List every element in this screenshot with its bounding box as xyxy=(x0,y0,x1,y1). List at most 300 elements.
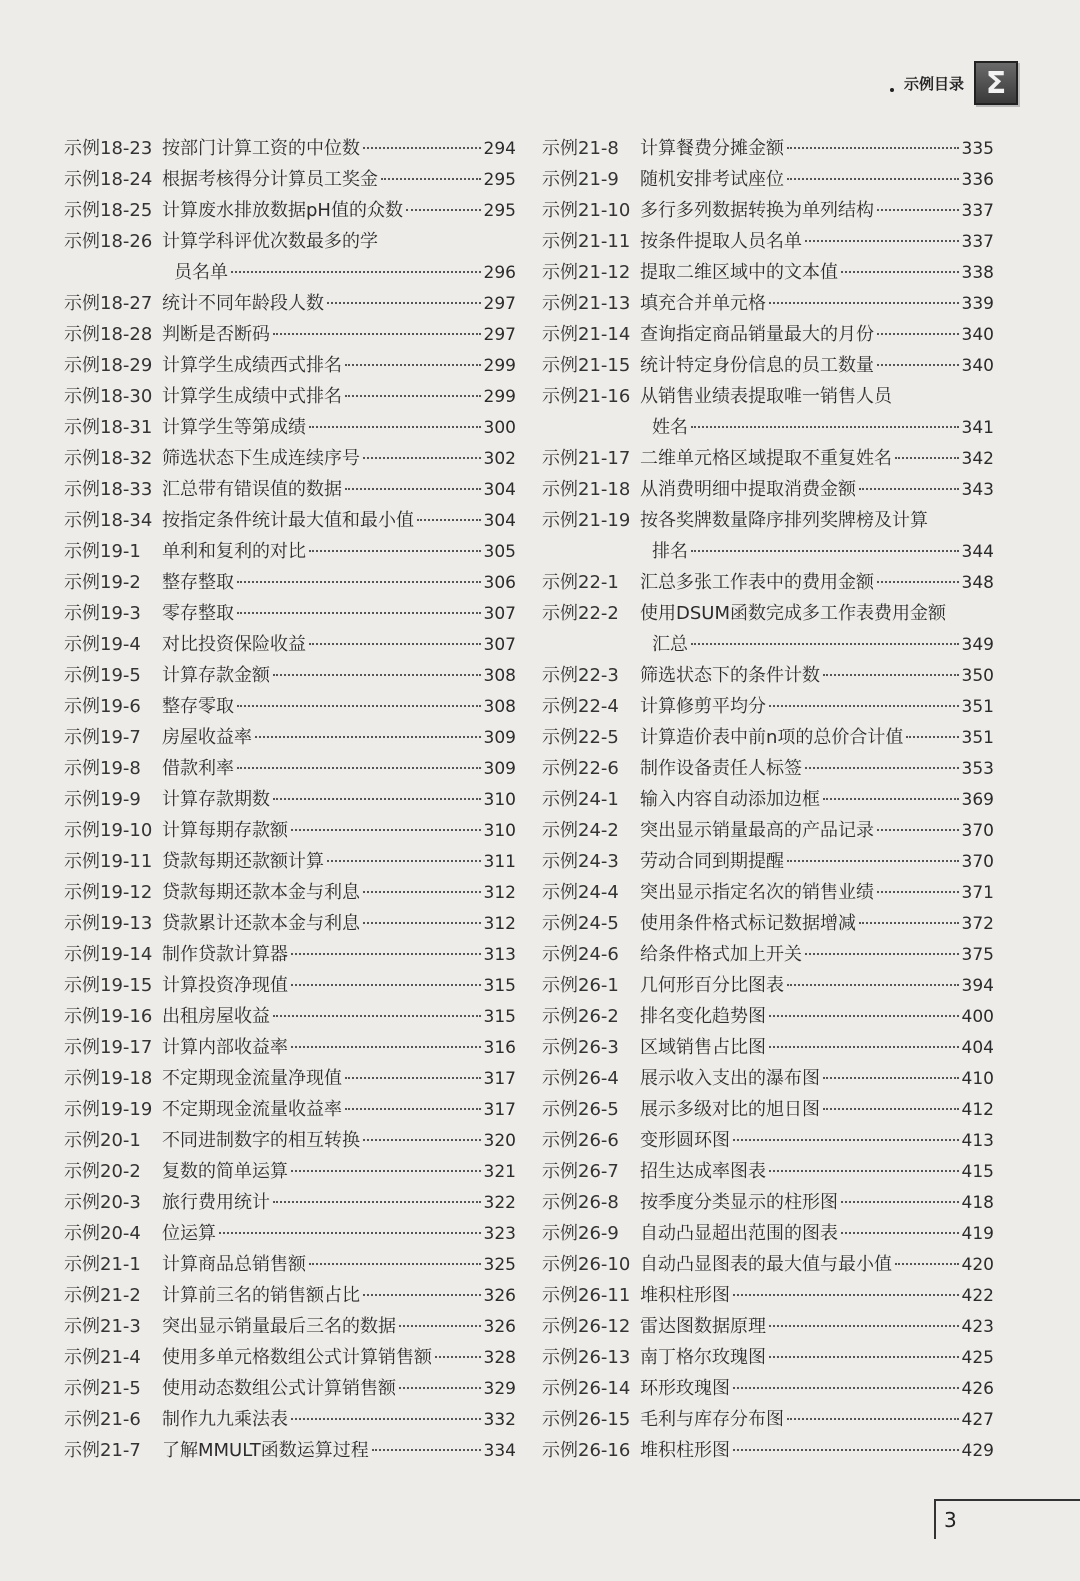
example-number: 示例18-28 xyxy=(64,324,153,345)
toc-entry xyxy=(542,598,994,660)
page-ref: 426 xyxy=(961,1379,994,1399)
page-ref: 336 xyxy=(961,170,994,190)
example-number: 示例21-11 xyxy=(542,231,631,252)
toc-entry xyxy=(542,722,994,753)
example-title: 制作贷款计算器 xyxy=(162,944,288,965)
example-title: 不定期现金流量净现值 xyxy=(162,1068,342,1089)
example-number: 示例19-13 xyxy=(64,913,153,934)
example-number: 示例21-16 xyxy=(542,386,631,407)
example-number: 示例19-8 xyxy=(64,758,141,779)
example-number: 示例21-3 xyxy=(64,1316,141,1337)
example-number: 示例18-26 xyxy=(64,231,153,252)
example-number: 示例24-1 xyxy=(542,789,619,810)
leader-dots xyxy=(291,1170,481,1172)
toc-entry xyxy=(64,226,516,288)
example-number: 示例26-2 xyxy=(542,1006,619,1027)
page-ref: 326 xyxy=(483,1286,516,1306)
page-ref: 340 xyxy=(961,325,994,345)
example-title: 计算前三名的销售额占比 xyxy=(162,1285,360,1306)
page-ref: 410 xyxy=(961,1069,994,1089)
example-title: 自动凸显图表的最大值与最小值 xyxy=(640,1254,892,1275)
example-title: 贷款每期还款额计算 xyxy=(162,851,324,872)
page-ref: 344 xyxy=(961,542,994,562)
toc-entry xyxy=(64,877,516,908)
example-title: 出租房屋收益 xyxy=(162,1006,270,1027)
example-number: 示例19-19 xyxy=(64,1099,153,1120)
page-ref: 326 xyxy=(483,1317,516,1337)
example-title: 从消费明细中提取消费金额 xyxy=(640,479,856,500)
leader-dots xyxy=(291,953,481,955)
example-number: 示例22-5 xyxy=(542,727,619,748)
example-number: 示例18-27 xyxy=(64,293,153,314)
example-number: 示例21-5 xyxy=(64,1378,141,1399)
example-title: 筛选状态下的条件计数 xyxy=(640,665,820,686)
page-ref: 348 xyxy=(961,573,994,593)
leader-dots xyxy=(877,209,959,211)
page-ref: 335 xyxy=(961,139,994,159)
toc-entry xyxy=(64,1187,516,1218)
example-number: 示例21-6 xyxy=(64,1409,141,1430)
toc-entry xyxy=(64,908,516,939)
example-number: 示例26-9 xyxy=(542,1223,619,1244)
example-number: 示例24-5 xyxy=(542,913,619,934)
example-title: 排名变化趋势图 xyxy=(640,1006,766,1027)
page-ref: 316 xyxy=(483,1038,516,1058)
toc-entry xyxy=(64,536,516,567)
example-title: 判断是否断码 xyxy=(162,324,270,345)
page-ref: 400 xyxy=(961,1007,994,1027)
example-title: 单利和复利的对比 xyxy=(162,541,306,562)
example-title: 几何形百分比图表 xyxy=(640,975,784,996)
toc-entry xyxy=(542,319,994,350)
toc-entry xyxy=(64,1001,516,1032)
toc-entry xyxy=(64,784,516,815)
example-number: 示例18-32 xyxy=(64,448,153,469)
page-ref: 315 xyxy=(483,976,516,996)
example-title: 旅行费用统计 xyxy=(162,1192,270,1213)
page-ref: 353 xyxy=(961,759,994,779)
page-ref: 419 xyxy=(961,1224,994,1244)
example-title: 使用多单元格数组公式计算销售额 xyxy=(162,1347,432,1368)
example-number: 示例21-10 xyxy=(542,200,631,221)
leader-dots xyxy=(363,922,481,924)
leader-dots xyxy=(906,736,958,738)
leader-dots xyxy=(823,674,959,676)
toc-entry xyxy=(64,660,516,691)
example-number: 示例18-24 xyxy=(64,169,153,190)
toc-entry xyxy=(542,195,994,226)
example-title: 计算商品总销售额 xyxy=(162,1254,306,1275)
toc-entry xyxy=(542,1001,994,1032)
example-title: 突出显示指定名次的销售业绩 xyxy=(640,882,874,903)
toc-entry xyxy=(542,1280,994,1311)
example-title: 区域销售占比图 xyxy=(640,1037,766,1058)
leader-dots xyxy=(399,1325,481,1327)
page-ref: 321 xyxy=(483,1162,516,1182)
example-number: 示例24-3 xyxy=(542,851,619,872)
example-title: 计算学生等第成绩 xyxy=(162,417,306,438)
toc-entry xyxy=(64,443,516,474)
example-title: 输入内容自动添加边框 xyxy=(640,789,820,810)
page-ref: 322 xyxy=(483,1193,516,1213)
example-number: 示例26-4 xyxy=(542,1068,619,1089)
page-ref: 307 xyxy=(483,604,516,624)
example-title: 招生达成率图表 xyxy=(640,1161,766,1182)
page-ref: 351 xyxy=(961,697,994,717)
page-ref: 325 xyxy=(483,1255,516,1275)
page-ref: 305 xyxy=(483,542,516,562)
page-ref: 300 xyxy=(483,418,516,438)
page-ref: 299 xyxy=(483,387,516,407)
toc-entry xyxy=(64,505,516,536)
page-ref: 310 xyxy=(483,821,516,841)
example-title: 按各奖牌数量降序排列奖牌榜及计算 xyxy=(640,510,928,531)
toc-entry xyxy=(64,1218,516,1249)
leader-dots xyxy=(273,1015,481,1017)
leader-dots xyxy=(273,1201,481,1203)
example-number: 示例20-3 xyxy=(64,1192,141,1213)
footer-rule-vertical xyxy=(934,1499,936,1539)
example-title: 整存整取 xyxy=(162,572,234,593)
example-title: 劳动合同到期提醒 xyxy=(640,851,784,872)
toc-entry xyxy=(64,412,516,443)
example-number: 示例26-1 xyxy=(542,975,619,996)
leader-dots xyxy=(219,1232,481,1234)
leader-dots xyxy=(787,1418,959,1420)
example-number: 示例19-3 xyxy=(64,603,141,624)
page-ref: 420 xyxy=(961,1255,994,1275)
example-number: 示例19-11 xyxy=(64,851,153,872)
leader-dots xyxy=(877,333,959,335)
footer-rule xyxy=(934,1499,1080,1501)
example-number: 示例19-9 xyxy=(64,789,141,810)
example-title: 毛利与库存分布图 xyxy=(640,1409,784,1430)
page-ref: 317 xyxy=(483,1100,516,1120)
toc-entry xyxy=(542,1094,994,1125)
leader-dots xyxy=(787,178,959,180)
toc-entry xyxy=(542,1187,994,1218)
toc-column-right xyxy=(542,133,994,1466)
page-ref: 317 xyxy=(483,1069,516,1089)
example-number: 示例26-5 xyxy=(542,1099,619,1120)
page-ref: 334 xyxy=(483,1441,516,1461)
page-ref: 349 xyxy=(961,635,994,655)
example-number: 示例26-3 xyxy=(542,1037,619,1058)
bullet-dot xyxy=(890,88,894,92)
leader-dots xyxy=(363,891,481,893)
toc-entry xyxy=(64,1125,516,1156)
page-ref: 315 xyxy=(483,1007,516,1027)
example-title: 按季度分类显示的柱形图 xyxy=(640,1192,838,1213)
page-ref: 296 xyxy=(483,263,516,283)
example-title: 整存零取 xyxy=(162,696,234,717)
example-title: 不同进制数字的相互转换 xyxy=(162,1130,360,1151)
example-number: 示例20-1 xyxy=(64,1130,141,1151)
toc-entry xyxy=(542,970,994,1001)
toc-entry xyxy=(542,226,994,257)
example-number: 示例19-18 xyxy=(64,1068,153,1089)
example-title: 突出显示销量最高的产品记录 xyxy=(640,820,874,841)
toc-entry xyxy=(64,1280,516,1311)
page-ref: 375 xyxy=(961,945,994,965)
leader-dots xyxy=(309,643,481,645)
leader-dots xyxy=(787,984,959,986)
leader-dots xyxy=(823,798,959,800)
toc-entry xyxy=(542,257,994,288)
toc-entry xyxy=(64,567,516,598)
page-ref: 412 xyxy=(961,1100,994,1120)
toc-entry xyxy=(542,350,994,381)
example-title: 堆积柱形图 xyxy=(640,1440,730,1461)
example-number: 示例21-9 xyxy=(542,169,619,190)
page-ref: 294 xyxy=(483,139,516,159)
example-title: 自动凸显超出范围的图表 xyxy=(640,1223,838,1244)
example-title: 计算投资净现值 xyxy=(162,975,288,996)
example-number: 示例19-4 xyxy=(64,634,141,655)
page-number: 3 xyxy=(944,1508,957,1532)
leader-dots xyxy=(859,922,959,924)
leader-dots xyxy=(406,209,481,211)
page-ref: 329 xyxy=(483,1379,516,1399)
leader-dots xyxy=(273,674,481,676)
example-number: 示例19-17 xyxy=(64,1037,153,1058)
toc-entry xyxy=(64,288,516,319)
section-title: 示例目录 xyxy=(903,74,964,93)
example-title-continued: 姓名 xyxy=(652,417,688,438)
leader-dots xyxy=(787,860,959,862)
toc-entry xyxy=(64,1156,516,1187)
toc-entry xyxy=(542,1373,994,1404)
example-number: 示例26-8 xyxy=(542,1192,619,1213)
page-ref: 413 xyxy=(961,1131,994,1151)
page-ref: 425 xyxy=(961,1348,994,1368)
page-ref: 371 xyxy=(961,883,994,903)
example-number: 示例21-7 xyxy=(64,1440,141,1461)
example-number: 示例21-4 xyxy=(64,1347,141,1368)
leader-dots xyxy=(273,333,481,335)
leader-dots xyxy=(237,705,481,707)
page-ref: 337 xyxy=(961,232,994,252)
toc-entry xyxy=(542,474,994,505)
leader-dots xyxy=(805,953,959,955)
toc-entry xyxy=(64,1032,516,1063)
toc-entry xyxy=(542,1342,994,1373)
example-title: 根据考核得分计算员工奖金 xyxy=(162,169,378,190)
leader-dots xyxy=(255,736,481,738)
toc-entry xyxy=(64,1435,516,1466)
toc-entry xyxy=(64,195,516,226)
leader-dots xyxy=(823,1108,959,1110)
example-number: 示例26-16 xyxy=(542,1440,631,1461)
example-number: 示例19-14 xyxy=(64,944,153,965)
example-title: 南丁格尔玫瑰图 xyxy=(640,1347,766,1368)
example-number: 示例21-8 xyxy=(542,138,619,159)
page-ref: 295 xyxy=(483,170,516,190)
leader-dots xyxy=(841,1201,959,1203)
toc-entry xyxy=(64,1404,516,1435)
page-ref: 338 xyxy=(961,263,994,283)
page-ref: 304 xyxy=(483,511,516,531)
toc-entry xyxy=(542,567,994,598)
example-number: 示例22-3 xyxy=(542,665,619,686)
example-number: 示例24-4 xyxy=(542,882,619,903)
example-number: 示例21-15 xyxy=(542,355,631,376)
leader-dots xyxy=(877,364,959,366)
leader-dots xyxy=(363,1294,481,1296)
leader-dots xyxy=(877,581,959,583)
page-ref: 313 xyxy=(483,945,516,965)
example-title: 计算每期存款额 xyxy=(162,820,288,841)
toc-entry xyxy=(64,350,516,381)
leader-dots xyxy=(327,860,481,862)
example-title-continued: 排名 xyxy=(652,541,688,562)
example-number: 示例19-15 xyxy=(64,975,153,996)
example-number: 示例19-12 xyxy=(64,882,153,903)
leader-dots xyxy=(805,767,959,769)
toc-entry xyxy=(542,753,994,784)
toc-entry xyxy=(542,1063,994,1094)
page-ref: 370 xyxy=(961,821,994,841)
page-ref: 423 xyxy=(961,1317,994,1337)
leader-dots xyxy=(877,891,959,893)
example-number: 示例20-4 xyxy=(64,1223,141,1244)
toc-entry xyxy=(542,505,994,567)
toc-entry xyxy=(542,133,994,164)
page-ref: 427 xyxy=(961,1410,994,1430)
example-number: 示例18-23 xyxy=(64,138,153,159)
toc-entry xyxy=(542,164,994,195)
leader-dots xyxy=(381,178,481,180)
example-title: 计算造价表中前n项的总价合计值 xyxy=(640,727,904,748)
leader-dots xyxy=(859,488,959,490)
toc-entry xyxy=(64,939,516,970)
page-ref: 307 xyxy=(483,635,516,655)
leader-dots xyxy=(345,488,481,490)
toc-entry xyxy=(542,1125,994,1156)
leader-dots xyxy=(291,984,481,986)
page-ref: 308 xyxy=(483,666,516,686)
leader-dots xyxy=(841,1232,959,1234)
leader-dots xyxy=(895,457,959,459)
example-title: 制作设备责任人标签 xyxy=(640,758,802,779)
leader-dots xyxy=(417,519,481,521)
leader-dots xyxy=(363,1139,481,1141)
example-number: 示例21-2 xyxy=(64,1285,141,1306)
toc-entry xyxy=(542,846,994,877)
example-number: 示例18-29 xyxy=(64,355,153,376)
leader-dots xyxy=(435,1356,481,1358)
example-title: 随机安排考试座位 xyxy=(640,169,784,190)
example-title: 变形圆环图 xyxy=(640,1130,730,1151)
example-number: 示例19-5 xyxy=(64,665,141,686)
page-ref: 306 xyxy=(483,573,516,593)
leader-dots xyxy=(309,550,481,552)
example-title: 查询指定商品销量最大的月份 xyxy=(640,324,874,345)
leader-dots xyxy=(823,1077,959,1079)
example-title: 从销售业绩表提取唯一销售人员 xyxy=(640,386,892,407)
leader-dots xyxy=(895,1263,959,1265)
example-number: 示例22-2 xyxy=(542,603,619,624)
leader-dots xyxy=(733,1387,959,1389)
toc-entry xyxy=(64,133,516,164)
example-number: 示例21-17 xyxy=(542,448,631,469)
example-title: 统计特定身份信息的员工数量 xyxy=(640,355,874,376)
page-ref: 297 xyxy=(483,325,516,345)
page-ref: 297 xyxy=(483,294,516,314)
page-ref: 299 xyxy=(483,356,516,376)
page-ref: 394 xyxy=(961,976,994,996)
page-ref: 295 xyxy=(483,201,516,221)
example-number: 示例22-4 xyxy=(542,696,619,717)
page-ref: 422 xyxy=(961,1286,994,1306)
leader-dots xyxy=(231,271,481,273)
example-number: 示例20-2 xyxy=(64,1161,141,1182)
example-title-continued: 员名单 xyxy=(174,262,228,283)
example-number: 示例26-10 xyxy=(542,1254,631,1275)
example-number: 示例19-1 xyxy=(64,541,141,562)
leader-dots xyxy=(237,581,481,583)
toc-entry xyxy=(542,939,994,970)
example-title: 制作九九乘法表 xyxy=(162,1409,288,1430)
page-ref: 343 xyxy=(961,480,994,500)
toc-column-left xyxy=(64,133,516,1466)
example-title: 按条件提取人员名单 xyxy=(640,231,802,252)
example-title: 计算存款期数 xyxy=(162,789,270,810)
leader-dots xyxy=(237,767,481,769)
page-ref: 309 xyxy=(483,759,516,779)
page-ref: 418 xyxy=(961,1193,994,1213)
toc-entry xyxy=(542,877,994,908)
example-title: 贷款每期还款本金与利息 xyxy=(162,882,360,903)
toc-entry xyxy=(542,691,994,722)
page-ref: 404 xyxy=(961,1038,994,1058)
page-ref: 312 xyxy=(483,883,516,903)
example-title: 给条件格式加上开关 xyxy=(640,944,802,965)
example-title: 计算废水排放数据pH值的众数 xyxy=(162,200,403,221)
example-number: 示例19-2 xyxy=(64,572,141,593)
toc-entry xyxy=(542,288,994,319)
example-title: 对比投资保险收益 xyxy=(162,634,306,655)
example-title: 二维单元格区域提取不重复姓名 xyxy=(640,448,892,469)
example-number: 示例19-16 xyxy=(64,1006,153,1027)
example-number: 示例21-19 xyxy=(542,510,631,531)
example-number: 示例26-6 xyxy=(542,1130,619,1151)
toc-entry xyxy=(64,1063,516,1094)
example-title: 贷款累计还款本金与利息 xyxy=(162,913,360,934)
page-ref: 311 xyxy=(483,852,516,872)
toc-entry xyxy=(542,1311,994,1342)
toc-entry xyxy=(542,815,994,846)
toc-entry xyxy=(64,598,516,629)
example-number: 示例21-14 xyxy=(542,324,631,345)
page-header xyxy=(890,60,1018,106)
example-title: 提取二维区域中的文本值 xyxy=(640,262,838,283)
page-ref: 309 xyxy=(483,728,516,748)
toc-entry xyxy=(542,1218,994,1249)
example-title: 按部门计算工资的中位数 xyxy=(162,138,360,159)
leader-dots xyxy=(691,426,959,428)
page-ref: 323 xyxy=(483,1224,516,1244)
leader-dots xyxy=(309,1263,481,1265)
leader-dots xyxy=(345,395,481,397)
example-title: 使用DSUM函数完成多工作表费用金额 xyxy=(640,603,946,624)
toc-entry xyxy=(542,1249,994,1280)
example-title: 多行多列数据转换为单列结构 xyxy=(640,200,874,221)
toc-entry xyxy=(64,1373,516,1404)
leader-dots xyxy=(877,829,959,831)
toc-entry xyxy=(64,753,516,784)
example-title: 计算学科评优次数最多的学 xyxy=(162,231,378,252)
